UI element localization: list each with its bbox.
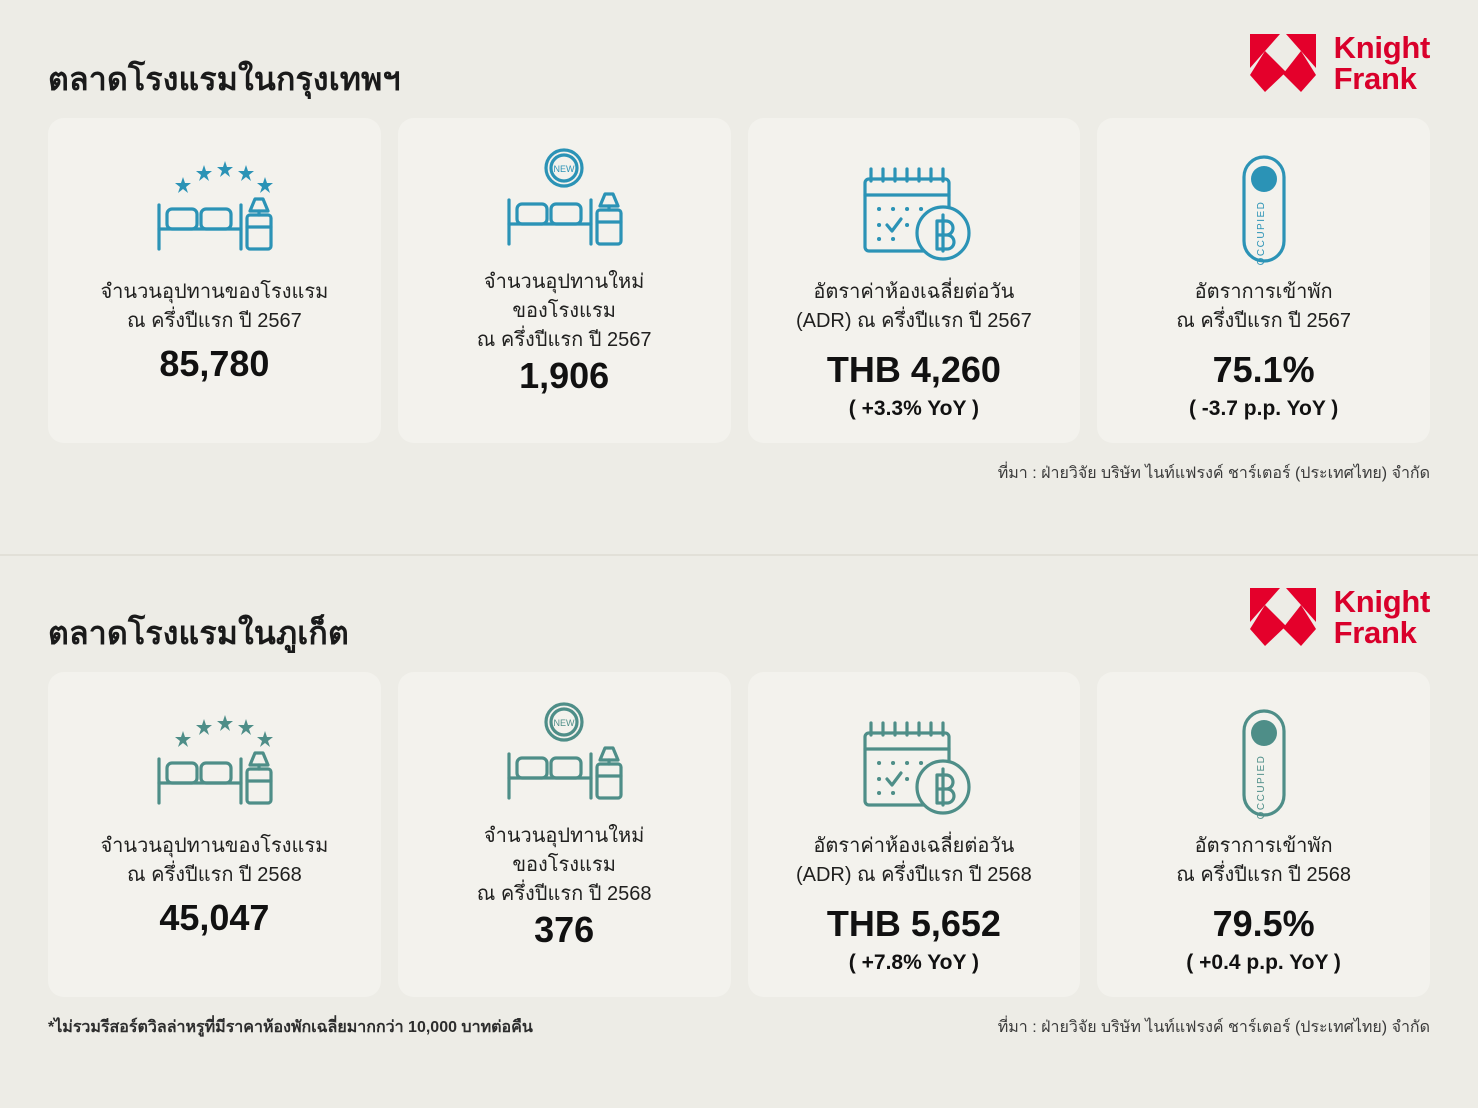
stat-card-change: ( +7.8% YoY ) bbox=[848, 951, 979, 974]
stat-card-list bbox=[48, 118, 1430, 443]
stat-card bbox=[748, 118, 1081, 443]
footnote: *ไม่รวมรีสอร์ตวิลล่าหรูที่มีราคาห้องพักเฉลี่ยมากกว่า 10,000 บาทต่อคืน bbox=[48, 1019, 533, 1036]
stat-card-label: จำนวนอุปทานใหม่ ของโรงแรม ณ ครึ่งปีแรก ปี 2568 bbox=[476, 825, 652, 905]
stat-card bbox=[1097, 118, 1430, 443]
stat-card-label: อัตราค่าห้องเฉลี่ยต่อวัน (ADR) ณ ครึ่งปีแรก ปี 2568 bbox=[795, 835, 1032, 886]
page-title: ตลาดโรงแรมในกรุงเทพฯ bbox=[48, 61, 401, 97]
knight-frank-logo-text bbox=[1334, 32, 1430, 94]
knight-frank-logo-mark bbox=[1250, 30, 1322, 96]
knight-frank-logo bbox=[1250, 584, 1430, 650]
stat-card-label: อัตราค่าห้องเฉลี่ยต่อวัน (ADR) ณ ครึ่งปีแรก ปี 2567 bbox=[795, 281, 1032, 332]
stat-card bbox=[48, 118, 381, 443]
door-hanger-occupied-icon bbox=[1199, 696, 1329, 826]
stat-card-list bbox=[48, 672, 1430, 997]
stat-card-value: 79.5% bbox=[1212, 903, 1315, 944]
stat-card-change: ( +3.3% YoY ) bbox=[848, 397, 979, 420]
knight-frank-logo-text bbox=[1334, 586, 1430, 648]
calendar-baht-icon bbox=[849, 142, 979, 272]
logo-line-1: Knight bbox=[1333, 30, 1430, 65]
stat-card-value: 85,780 bbox=[159, 343, 270, 384]
section-header bbox=[48, 0, 1430, 110]
svg-text:OCCUPIED: OCCUPIED bbox=[1255, 754, 1267, 820]
bed-new-badge-icon bbox=[499, 696, 629, 816]
svg-text:OCCUPIED: OCCUPIED bbox=[1255, 200, 1267, 266]
stat-card-change: ( +0.4 p.p. YoY ) bbox=[1186, 951, 1341, 974]
source-note: ที่มา : ฝ่ายวิจัย บริษัท ไนท์แฟรงค์ ชาร์เตอร์ (ประเทศไทย) จำกัด bbox=[997, 465, 1430, 482]
stat-card-value: 1,906 bbox=[519, 355, 610, 396]
calendar-baht-icon bbox=[849, 696, 979, 826]
knight-frank-logo bbox=[1250, 30, 1430, 96]
stat-card bbox=[398, 118, 731, 443]
svg-text:NEW: NEW bbox=[553, 718, 575, 728]
stat-card-value: 45,047 bbox=[159, 897, 270, 938]
stat-card bbox=[48, 672, 381, 997]
footer-row bbox=[48, 1015, 1430, 1040]
section-phuket bbox=[0, 554, 1478, 1108]
logo-line-2: Frank bbox=[1333, 61, 1417, 96]
logo-line-1: Knight bbox=[1333, 584, 1430, 619]
stat-card-value: THB 4,260 bbox=[826, 349, 1001, 390]
stat-card-value: 376 bbox=[534, 909, 595, 950]
stat-card-value: THB 5,652 bbox=[826, 903, 1001, 944]
logo-line-2: Frank bbox=[1333, 615, 1417, 650]
svg-text:NEW: NEW bbox=[553, 164, 575, 174]
section-header bbox=[48, 554, 1430, 664]
bed-new-badge-icon bbox=[499, 142, 629, 262]
stat-card bbox=[748, 672, 1081, 997]
stat-card-label: จำนวนอุปทานของโรงแรม ณ ครึ่งปีแรก ปี 2567 bbox=[100, 281, 329, 332]
stat-card-label: อัตราการเข้าพัก ณ ครึ่งปีแรก ปี 2567 bbox=[1176, 281, 1351, 332]
bed-stars-icon bbox=[149, 696, 279, 826]
door-hanger-occupied-icon bbox=[1199, 142, 1329, 272]
page-title: ตลาดโรงแรมในภูเก็ต bbox=[48, 615, 349, 651]
stat-card-change: ( -3.7 p.p. YoY ) bbox=[1188, 397, 1339, 420]
source-note: ที่มา : ฝ่ายวิจัย บริษัท ไนท์แฟรงค์ ชาร์เตอร์ (ประเทศไทย) จำกัด bbox=[997, 1019, 1430, 1036]
knight-frank-logo-mark bbox=[1250, 584, 1322, 650]
bed-stars-icon bbox=[149, 142, 279, 272]
stat-card bbox=[398, 672, 731, 997]
stat-card-value: 75.1% bbox=[1212, 349, 1315, 390]
stat-card-label: จำนวนอุปทานของโรงแรม ณ ครึ่งปีแรก ปี 2568 bbox=[100, 835, 329, 886]
stat-card-label: อัตราการเข้าพัก ณ ครึ่งปีแรก ปี 2568 bbox=[1176, 835, 1351, 886]
stat-card bbox=[1097, 672, 1430, 997]
stat-card-label: จำนวนอุปทานใหม่ ของโรงแรม ณ ครึ่งปีแรก ปี 2567 bbox=[476, 271, 652, 351]
